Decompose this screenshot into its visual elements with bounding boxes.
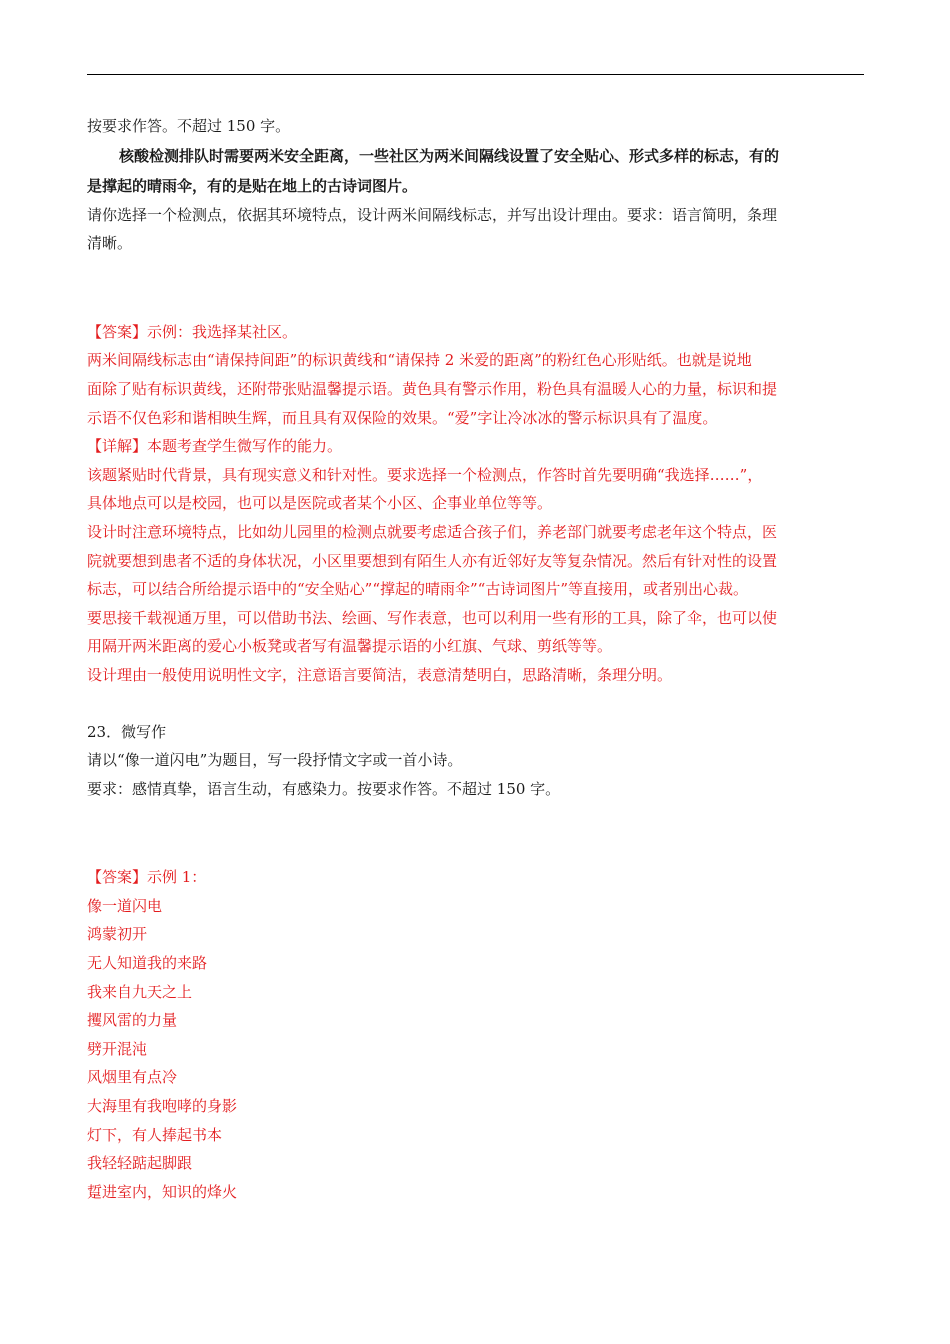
detail22-line: 用隔开两米距离的爱心小板凳或者写有温馨提示语的小红旗、气球、剪纸等等。 xyxy=(87,637,613,656)
q22-material-line2: 是撑起的晴雨伞，有的是贴在地上的古诗词图片。 xyxy=(87,176,418,195)
header-rule xyxy=(87,74,864,75)
answer22-line: 面除了贴有标识黄线，还附带张贴温馨提示语。黄色具有警示作用，粉色具有温暖人心的力量，标识和提 xyxy=(87,379,778,398)
answer22-line: 示语不仅色彩和谐相映生辉，而且具有双保险的效果。“爱”字让冷冰冰的警示标识具有了温度。 xyxy=(87,408,718,427)
detail22-line: 要思接千载视通万里，可以借助书法、绘画、写作表意，也可以利用一些有形的工具，除了伞，也可以使 xyxy=(87,608,778,627)
detail22-line: 标志，可以结合所给提示语中的“安全贴心”“撑起的晴雨伞”“古诗词图片”等直接用，或者别出心裁。 xyxy=(87,580,749,599)
q23-title: 23．微写作 xyxy=(87,722,167,741)
poem-line: 踅进室内，知识的烽火 xyxy=(87,1182,238,1201)
detail22-line: 该题紧贴时代背景，具有现实意义和针对性。要求选择一个检测点，作答时首先要明确“我选择……”， xyxy=(87,465,763,484)
poem-line: 风烟里有点冷 xyxy=(87,1068,178,1087)
detail22-line: 具体地点可以是校园，也可以是医院或者某个小区、企事业单位等等。 xyxy=(87,494,553,513)
answer22-line: 两米间隔线标志由“请保持间距”的标识黄线和“请保持 2 米爱的距离”的粉红色心形贴纸。也就是说地 xyxy=(87,351,752,370)
q23-task: 请以“像一道闪电”为题目，写一段抒情文字或一首小诗。 xyxy=(87,751,463,770)
section-gap xyxy=(87,690,859,718)
poem-line: 鸿蒙初开 xyxy=(87,925,148,944)
q22-instruction: 按要求作答。不超过 150 字。 xyxy=(87,117,291,135)
poem-line: 大海里有我咆哮的身影 xyxy=(87,1097,238,1116)
poem-line: 劈开混沌 xyxy=(87,1039,148,1058)
q22-task-line2: 清晰。 xyxy=(87,234,133,253)
detail22-line: 院就要想到患者不适的身体状况，小区里要想到有陌生人亦有近邻好友等复杂情况。然后有针对性的设置 xyxy=(87,551,778,570)
detail22-line: 设计理由一般使用说明性文字，注意语言要简洁，表意清楚明白，思路清晰，条理分明。 xyxy=(87,665,673,684)
q22-material-line1: 核酸检测排队时需要两米安全距离，一些社区为两米间隔线设置了安全贴心、形式多样的标志，有的 xyxy=(119,146,780,165)
detail22-line: 设计时注意环境特点，比如幼儿园里的检测点就要考虑适合孩子们，养老部门就要考虑老年这个特点，医 xyxy=(87,522,778,541)
answer-space xyxy=(87,258,859,318)
poem-line: 无人知道我的来路 xyxy=(87,954,208,973)
poem-line: 我轻轻踮起脚跟 xyxy=(87,1154,193,1173)
poem-line: 灯下，有人捧起书本 xyxy=(87,1125,223,1144)
page-content xyxy=(87,112,859,1206)
poem-line: 像一道闪电 xyxy=(87,896,163,915)
answer22-label: 【答案】示例：我选择某社区。 xyxy=(87,322,298,341)
q23-requirement: 要求：感情真挚，语言生动，有感染力。按要求作答。不超过 150 字。 xyxy=(87,779,561,798)
answer-space xyxy=(87,803,859,863)
poem-line: 我来自九天之上 xyxy=(87,982,193,1001)
detail22-label: 【详解】本题考查学生微写作的能力。 xyxy=(87,437,343,456)
q22-task-line1: 请你选择一个检测点，依据其环境特点，设计两米间隔线标志，并写出设计理由。要求：语言简明，条理 xyxy=(87,205,778,224)
answer23-label: 【答案】示例 1： xyxy=(87,868,207,887)
poem-line: 攫风雷的力量 xyxy=(87,1011,178,1030)
